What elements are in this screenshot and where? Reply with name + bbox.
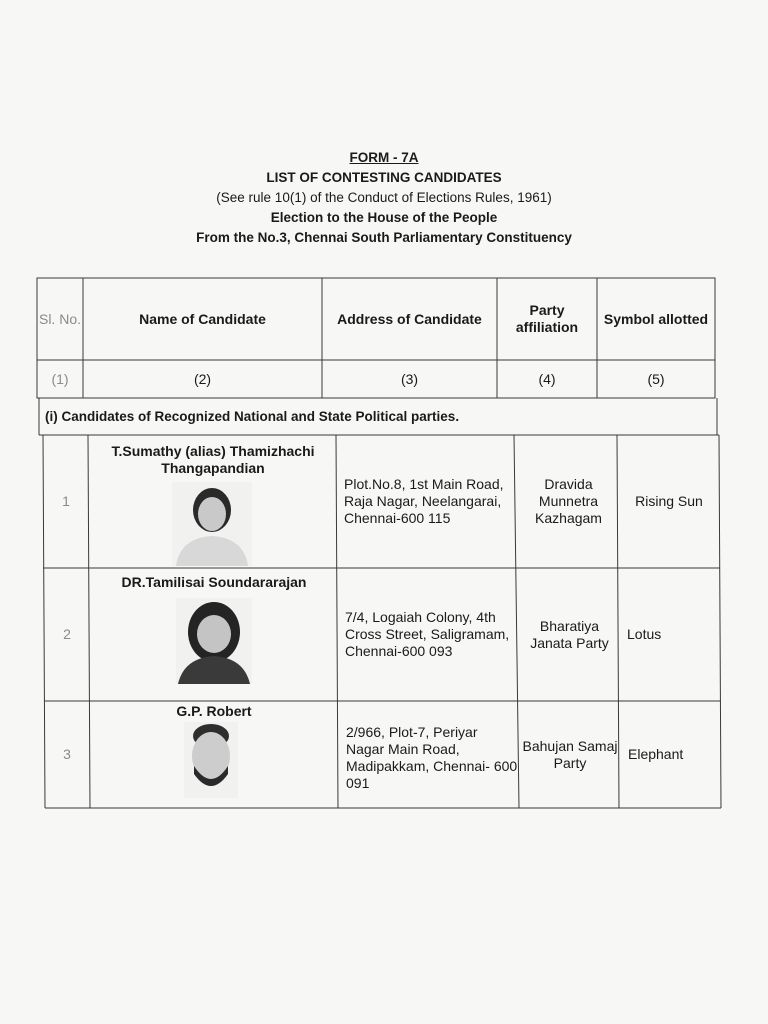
row-3-party: Bahujan Samaj Party (522, 737, 618, 771)
election-name: Election to the House of the People (270, 210, 498, 225)
col-header-symbol: Symbol allotted (603, 310, 709, 327)
constituency-name: From the No.3, Chennai South Parliamentary Constituency (196, 230, 572, 245)
col-number-4: (4) (538, 370, 556, 387)
form-header (0, 148, 768, 248)
row-2-party: Bharatiya Janata Party (530, 617, 609, 651)
col-number-3: (3) (400, 370, 419, 387)
row-2-sl: 2 (63, 626, 71, 642)
row-2-address: 7/4, Logaiah Colony, 4th Cross Street, Saligramam, Chennai-600 093 (345, 609, 510, 659)
col-header-party: Party affiliation (515, 302, 579, 335)
row-3-name: G.P. Robert (176, 702, 252, 719)
row-1-sl: 1 (62, 493, 70, 509)
row-3-symbol: Elephant (628, 746, 684, 762)
col-header-address: Address of Candidate (337, 310, 482, 327)
form-title: LIST OF CONTESTING CANDIDATES (266, 170, 502, 185)
row-1-name: T.Sumathy (alias) Thamizhachi Thangapandian (111, 443, 315, 476)
row-1-symbol: Rising Sun (635, 493, 703, 509)
row-1-party: Dravida Munnetra Kazhagam (535, 476, 602, 526)
col-number-5: (5) (647, 370, 665, 387)
col-number-2: (2) (193, 370, 212, 387)
candidate-1-photo (172, 482, 252, 566)
rule-reference: (See rule 10(1) of the Conduct of Elections Rules, 1961) (216, 190, 552, 205)
form-number: FORM - 7A (349, 150, 419, 165)
row-2-symbol: Lotus (627, 626, 662, 642)
candidate-2-photo (176, 598, 252, 684)
row-2-name: DR.Tamilisai Soundararajan (121, 573, 307, 590)
row-3-address: 2/966, Plot-7, Periyar Nagar Main Road, Madipakkam, Chennai- 600 091 (346, 724, 518, 791)
col-header-name: Name of Candidate (139, 310, 266, 327)
col-number-1: (1) (51, 370, 69, 387)
section-title: (i) Candidates of Recognized National and State Political parties. (45, 409, 460, 424)
row-3-sl: 3 (63, 746, 71, 762)
col-header-sl-no: Sl. No. (38, 310, 81, 327)
candidate-3-photo (184, 722, 238, 798)
row-1-address: Plot.No.8, 1st Main Road, Raja Nagar, Neelangarai, Chennai-600 115 (344, 476, 504, 526)
